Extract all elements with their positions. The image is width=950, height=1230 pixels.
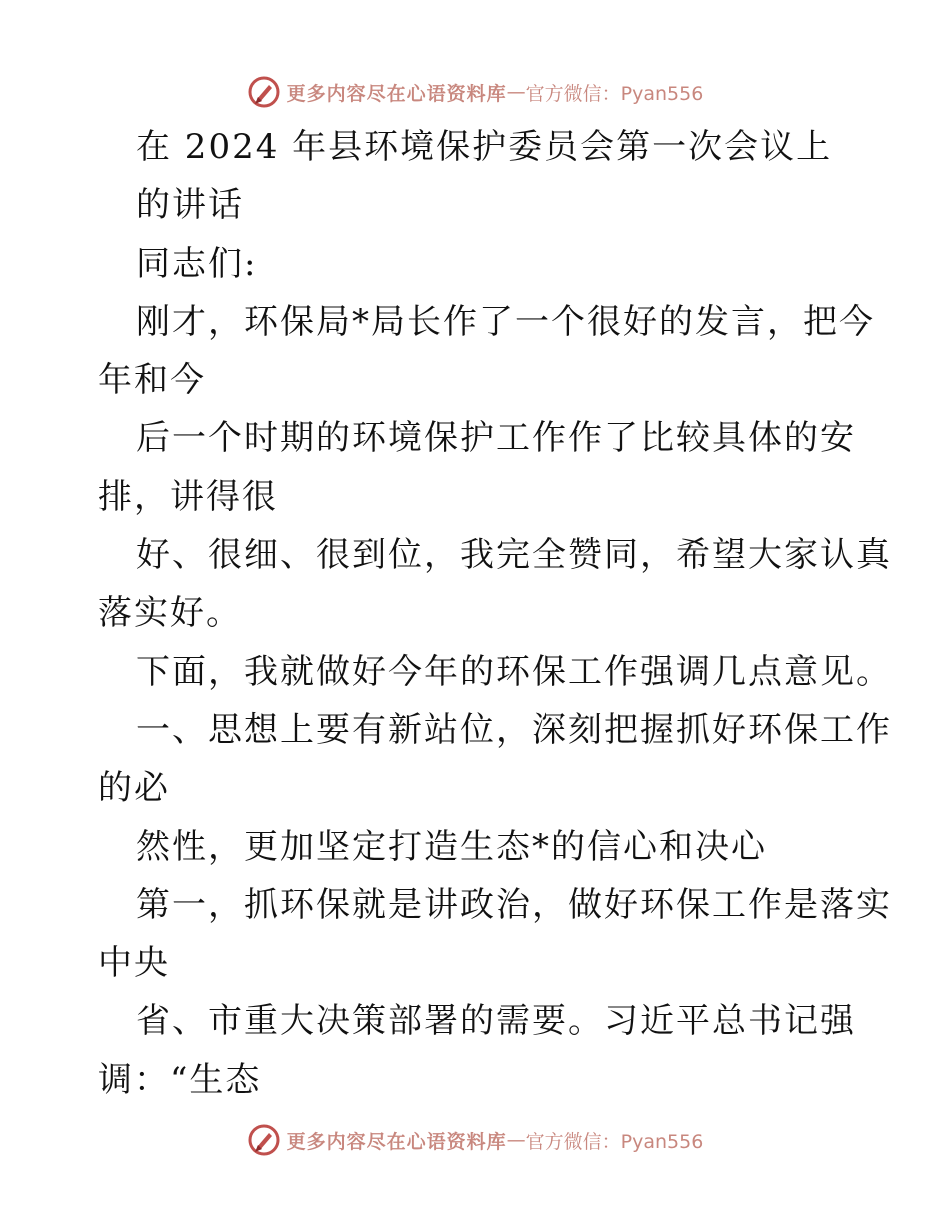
footer-watermark [0, 1120, 950, 1160]
paragraph-line: 下面，我就做好今年的环保工作强调几点意见。 [136, 651, 892, 692]
watermark-contact-text: 官方微信：Pyan556 [525, 1130, 704, 1153]
title-line-2: 的讲话 [136, 185, 244, 226]
header-watermark [0, 72, 950, 112]
paragraph-line: 好、很细、很到位，我完全赞同，希望大家认真 [136, 535, 892, 576]
pen-logo-icon [247, 75, 281, 109]
paragraph-line: 排，讲得很 [98, 476, 278, 517]
pen-logo-icon [247, 1123, 281, 1157]
section-heading-line: 一、思想上要有新站位，深刻把握抓好环保工作 [136, 709, 892, 750]
document-body [98, 118, 892, 1109]
watermark-site-text: 更多内容尽在心语资料库 [286, 1130, 507, 1153]
paragraph-line: 省、市重大决策部署的需要。习近平总书记强 [136, 1001, 856, 1042]
paragraph-line: 第一，抓环保就是讲政治，做好环保工作是落实 [136, 884, 892, 925]
paragraph-line: 年和今 [98, 360, 206, 401]
salutation: 同志们: [136, 243, 258, 284]
watermark-separator: — [506, 1129, 526, 1151]
paragraph-line: 刚才，环保局*局长作了一个很好的发言，把今 [136, 301, 875, 342]
watermark-site-text: 更多内容尽在心语资料库 [286, 82, 507, 105]
section-heading-line: 的必 [98, 768, 170, 809]
title-line-1: 在 2024 年县环境保护委员会第一次会议上 [136, 127, 833, 167]
watermark-contact-text: 官方微信：Pyan556 [525, 82, 704, 105]
paragraph-line: 落实好。 [98, 593, 242, 634]
section-heading-line: 然性，更加坚定打造生态*的信心和决心 [136, 826, 767, 867]
paragraph-line: 调：“生态 [98, 1059, 262, 1100]
watermark-separator: — [506, 81, 526, 103]
paragraph-line: 后一个时期的环境保护工作作了比较具体的安 [136, 418, 856, 459]
paragraph-line: 中央 [98, 943, 170, 984]
